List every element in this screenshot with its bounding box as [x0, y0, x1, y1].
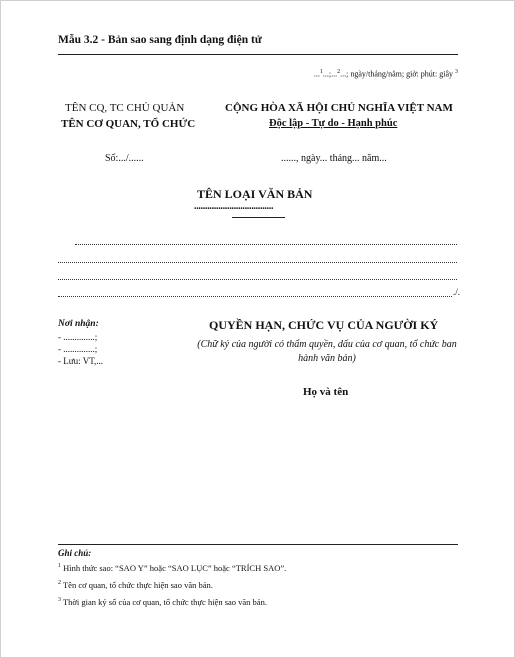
body-line-2 — [58, 262, 457, 263]
signature-instruction: (Chữ ký của người có thẩm quyền, dấu của cơ quan, tổ chức ban hành văn bản) — [197, 339, 457, 364]
body-line-3 — [58, 279, 457, 280]
recipient-item: - ..............; — [58, 344, 98, 354]
body-line-1 — [75, 244, 457, 245]
body-line-4 — [58, 296, 452, 297]
body-end-mark: ./. — [453, 287, 461, 297]
document-summary-placeholder: .................................... — [194, 201, 274, 212]
parent-agency-name: TÊN CQ, TC CHỦ QUẢN — [65, 102, 185, 114]
footnote-item — [58, 563, 286, 573]
footnote-text: Thời gian ký số của cơ quan, tổ chức thực hiện sao văn bản. — [62, 597, 267, 607]
footnote-number: 2 — [58, 580, 61, 587]
heading-underline — [232, 217, 285, 218]
footnote-item — [58, 580, 213, 590]
national-title: CỘNG HÒA XÃ HỘI CHỦ NGHĨA VIỆT NAM — [225, 102, 453, 114]
national-motto: Độc lập - Tự do - Hạnh phúc — [269, 118, 398, 129]
footnote-number: 3 — [58, 597, 61, 604]
signer-name: Họ và tên — [303, 386, 349, 398]
footnote-number: 1 — [58, 563, 61, 570]
form-title: Mẫu 3.2 - Bản sao sang định dạng điện tử — [58, 34, 262, 46]
copy-info-part4: ...; ngày/tháng/năm; giờ: phút: giây — [340, 69, 453, 79]
recipients-label: Nơi nhận: — [58, 319, 99, 329]
footnote-text: Tên cơ quan, tổ chức thực hiện sao văn bản. — [62, 580, 213, 590]
footnote-ref-3: 3 — [455, 69, 458, 75]
footnote-ref-1: 1 — [319, 69, 323, 75]
footnote-rule — [58, 544, 458, 545]
document-date: ......, ngày... tháng... năm... — [281, 153, 387, 164]
document-number: Số:.../...... — [105, 153, 144, 164]
recipient-item: - ..............; — [58, 332, 98, 342]
document-type-heading: TÊN LOẠI VĂN BẢN — [197, 187, 313, 201]
copy-info-part3: ... — [331, 69, 338, 79]
recipient-item: - Lưu: VT,... — [58, 356, 104, 366]
footnote-text: Hình thức sao: “SAO Y” hoặc “SAO LỤC” hoặc “TRÍCH SAO”. — [63, 563, 287, 573]
copy-info-part1: ... — [313, 69, 320, 79]
top-rule — [58, 54, 458, 55]
footnote-ref-2: 2 — [337, 69, 341, 75]
agency-name: TÊN CƠ QUAN, TỔ CHỨC — [61, 118, 196, 130]
footnote-item — [58, 597, 267, 607]
signer-position: QUYỀN HẠN, CHỨC VỤ CỦA NGƯỜI KÝ — [209, 318, 439, 332]
copy-info-line: ...$^1$...;...$^2$...; ngày/tháng/năm; giờ: phút: giây $^3$ — [313, 69, 458, 79]
copy-info-part2: ... — [322, 69, 329, 79]
notes-label: Ghi chú: — [58, 548, 92, 558]
